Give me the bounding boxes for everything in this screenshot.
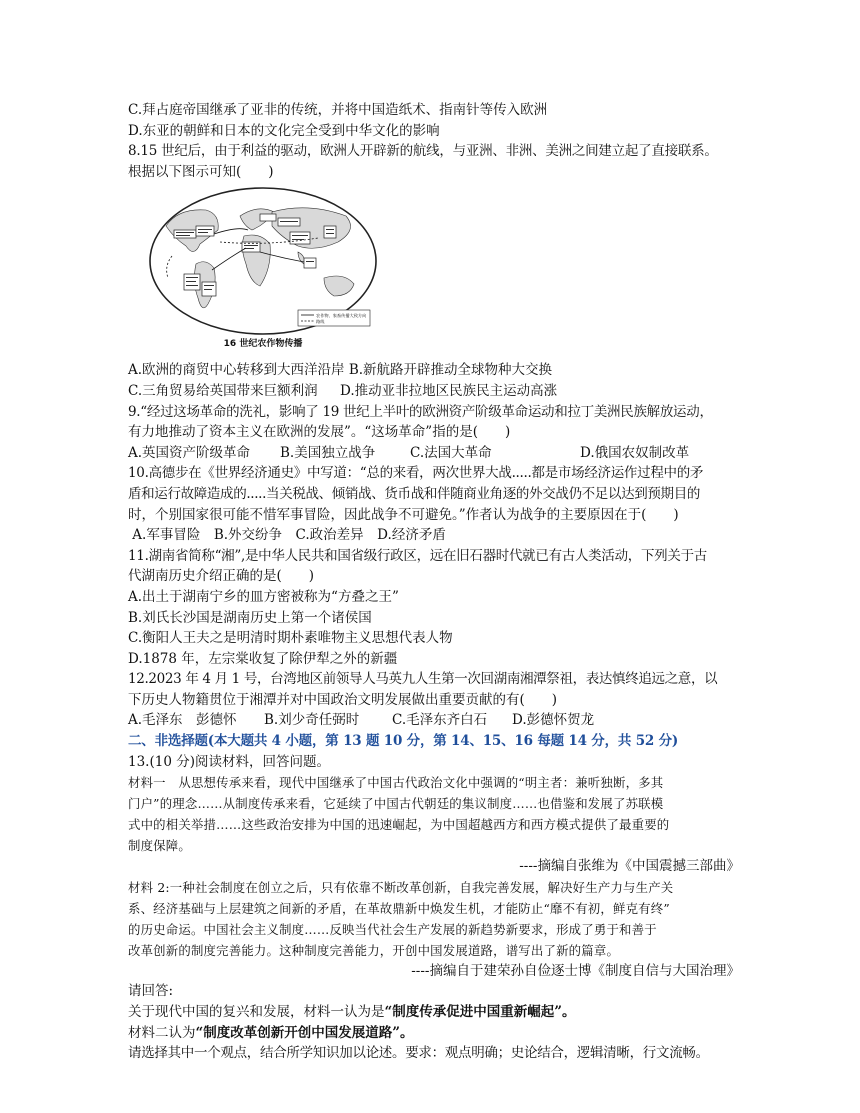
- q13-view-2: [128, 1023, 740, 1044]
- crop-spread-map: [148, 186, 378, 336]
- material-2-source: ----摘编自于建荣孙自俭逐士博《制度自信与大国治理》: [411, 962, 740, 979]
- map-caption: 16 世纪农作物传播: [223, 339, 303, 350]
- q12-option-c: C.毛泽东齐白石: [392, 712, 488, 729]
- q13-stem: 13.(10 分)阅读材料，回答问题。: [128, 753, 330, 770]
- q12-options: [128, 710, 740, 731]
- q10-stem-line2: 盾和运行故障造成的.....当关税战、倾销战、货币战和伴随商业角逐的外交战仍不足以达到预期目的: [128, 485, 701, 502]
- q9-stem-line2: 有力地推动了资本主义在欧洲的发展”。“这场革命”指的是( ): [128, 424, 511, 441]
- q13-ask: 请回答:: [128, 983, 174, 1000]
- q12-stem-line2: 下历史人物籍贯位于湘潭并对中国政治文明发展做出重要贡献的有( ): [128, 691, 558, 708]
- q11-option-c: C.衡阳人王夫之是明清时期朴素唯物主义思想代表人物: [128, 630, 453, 647]
- q13-view-1-prefix: 关于现代中国的复兴和发展，材料一认为是: [128, 1004, 385, 1021]
- material-2-line4: 改革创新的制度完善能力。这种制度完善能力，开创中国发展道路，谱写出了新的篇章。: [128, 942, 620, 958]
- q9-option-a: A.英国资产阶级革命: [128, 444, 251, 461]
- material-1-line1: 材料一 从思想传承来看，现代中国继承了中国古代政治文化中强调的“明主者：兼听独断，多其: [128, 775, 664, 791]
- q10-options: A.军事冒险 B.外交纷争 C.政治差异 D.经济矛盾: [128, 527, 446, 544]
- material-2-line1: 材料 2:一种社会制度在创立之后，只有依靠不断改革创新，自我完善发展，解决好生产力与生产关: [128, 879, 674, 895]
- material-2-line3: 的历史命运。中国社会主义制度……反映当代社会生产发展的新趋势新要求，形成了勇于和善于: [128, 921, 657, 937]
- q7-option-d: D.东亚的朝鲜和日本的文化完全受到中华文化的影响: [128, 122, 440, 139]
- material-1-line3: 式中的相关举措……这些政治安排为中国的迅速崛起，为中国超越西方和西方模式提供了最重要的: [128, 817, 670, 833]
- world-map-figure: [148, 186, 378, 354]
- q9-option-c: C.法国大革命: [410, 444, 492, 461]
- q8-options-cd: [128, 381, 740, 402]
- q9-stem-line1: 9.“经过这场革命的洗礼，影响了 19 世纪上半叶的欧洲资产阶级革命运动和拉丁美洲民族解放运动，: [128, 403, 713, 420]
- q10-stem-line3: 时，个别国家很可能不惜军事冒险，因此战争不可避免。”作者认为战争的主要原因在于( ): [128, 506, 679, 523]
- q13-requirement: 请选择其中一个观点，结合所学知识加以论述。要求：观点明确；史论结合，逻辑清晰，行文流畅。: [128, 1045, 709, 1062]
- material-1-line2: 门户”的理念……从制度传承来看，它延续了中国古代朝廷的集议制度……也借鉴和发展了苏联模: [128, 796, 664, 812]
- material-1-source: ----摘编自张维为《中国震撼三部曲》: [519, 858, 740, 875]
- q13-view-2-emphasis: “制度改革创新开创中国发展道路”。: [195, 1024, 414, 1041]
- q11-option-a: A.出土于湖南宁乡的皿方密被称为“方叠之王”: [128, 588, 399, 605]
- q7-option-c: C.拜占庭帝国继承了亚非的传统，并将中国造纸术、指南针等传入欧洲: [128, 102, 548, 118]
- q12-option-d: D.彭德怀贺龙: [512, 712, 595, 729]
- exam-page: [128, 100, 740, 1064]
- q13-view-2-prefix: 材料二认为: [128, 1024, 196, 1041]
- q12-option-b: B.刘少奇任弼时: [264, 712, 360, 729]
- q8-option-c: C.三角贸易给英国带来巨额利润: [128, 382, 318, 399]
- q8-option-d: D.推动亚非拉地区民族民主运动高涨: [340, 382, 558, 399]
- q8-stem-line1: 8.15 世纪后，由于利益的驱动，欧洲人开辟新的航线，与亚洲、非洲、美洲之间建立起了直接联系。: [128, 143, 718, 160]
- q9-options: [128, 443, 740, 464]
- material-1-line4: 制度保障。: [128, 838, 191, 854]
- q9-option-b: B.美国独立战争: [280, 444, 376, 461]
- section-2-heading: 二、非选择题(本大题共 4 小题，第 13 题 10 分，第 14、15、16 每题 14 分，共 52 分): [128, 733, 679, 750]
- q11-stem-line1: 11.湖南省简称“湘”,是中华人民共和国省级行政区，远在旧石器时代就已有古人类活动，下列关于古: [128, 547, 707, 564]
- q10-stem-line1: 10.高德步在《世界经济通史》中写道：“总的来看，两次世界大战.....都是市场经济运作过程中的矛: [128, 465, 704, 482]
- q13-view-1-emphasis: “制度传承促进中国重新崛起”。: [384, 1004, 576, 1021]
- q9-option-d: D.俄国农奴制改革: [580, 444, 690, 461]
- map-legend-1: 农作物、家畜传播大致方向: [316, 313, 367, 319]
- q13-view-1: [128, 1002, 740, 1023]
- q12-stem-line1: 12.2023 年 4 月 1 号，台湾地区前领导人马英九人生第一次回湖南湘潭祭祖，表达慎终追远之意，以: [128, 671, 718, 688]
- q11-option-d: D.1878 年，左宗棠收复了除伊犁之外的新疆: [128, 650, 398, 667]
- q11-option-b: B.刘氏长沙国是湖南历史上第一个诸侯国: [128, 609, 372, 626]
- map-legend-2: 路线: [316, 319, 325, 325]
- q11-stem-line2: 代湖南历史介绍正确的是( ): [128, 568, 315, 585]
- q12-option-a: A.毛泽东 彭德怀: [128, 712, 237, 729]
- material-2-line2: 系、经济基础与上层建筑之间新的矛盾，在革故鼎新中焕发生机，才能防止“靡不有初，鲜克有终”: [128, 900, 670, 916]
- q8-stem-line2: 根据以下图示可知( ): [128, 163, 274, 180]
- q8-options-ab: A.欧洲的商贸中心转移到大西洋沿岸 B.新航路开辟推动全球物种大交换: [128, 362, 553, 379]
